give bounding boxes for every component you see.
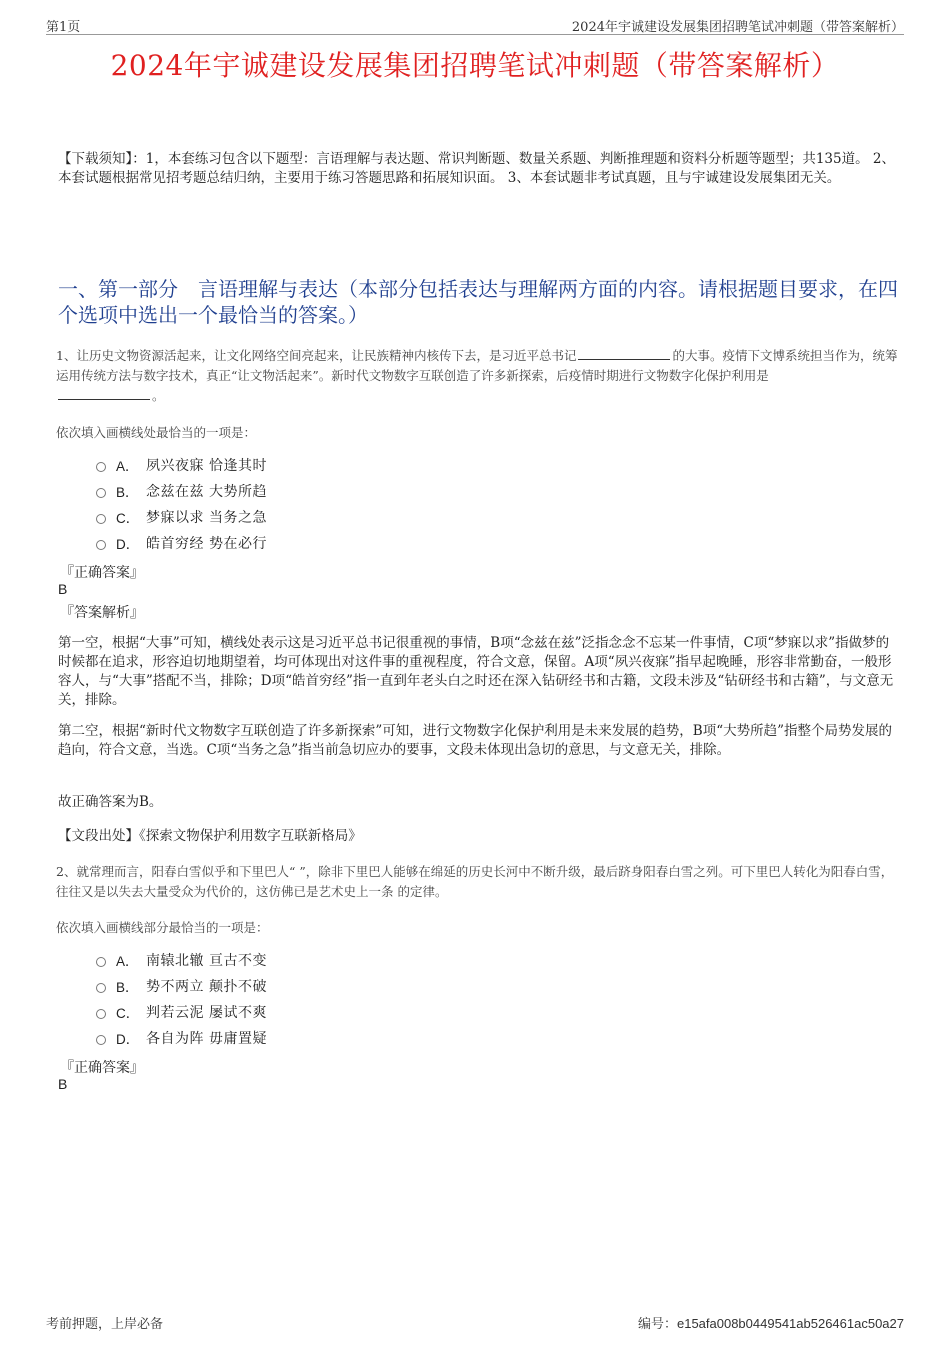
- option-letter: C．: [116, 511, 140, 526]
- question-2-stem: 2、就常理而言，阳春白雪似乎和下里巴人“ ”，除非下里巴人能够在绵延的历史长河中不断升级，最后跻身阳春白雪之列。可下里巴人转化为阳春白雪，往往又是以失去大量受众为代价的，这仿佛已是艺术史上一条 的定律。: [56, 864, 894, 899]
- stem-text: 的大事。疫情下文博系统担当作为，统筹运用传统方法与数字技术，真正“让文物活起来”。新时代文物数字互联创造了许多新探索，后疫情时期进行文物数字化保护利用是: [56, 348, 898, 383]
- radio-icon[interactable]: [96, 1035, 106, 1045]
- option-text: 各自为阵 毋庸置疑: [146, 1031, 267, 1047]
- stem-text: 。: [152, 388, 165, 403]
- question-1-prompt: 依次填入画横线处最恰当的一项是：: [56, 425, 257, 440]
- radio-icon[interactable]: [96, 514, 106, 524]
- option-text: 梦寐以求 当务之急: [146, 510, 267, 526]
- radio-icon[interactable]: [96, 957, 106, 967]
- page-number: 第1页: [46, 20, 81, 35]
- radio-icon[interactable]: [96, 462, 106, 472]
- option-text: 念兹在兹 大势所趋: [146, 484, 267, 500]
- option-text: 南辕北辙 亘古不变: [146, 953, 267, 969]
- question-1-options: [96, 452, 267, 556]
- option-text: 夙兴夜寐 恰逢其时: [146, 458, 267, 474]
- radio-icon[interactable]: [96, 983, 106, 993]
- question-2-prompt: 依次填入画横线部分最恰当的一项是：: [56, 920, 269, 935]
- question-2-options: [96, 947, 267, 1051]
- footer-code: [638, 1313, 904, 1332]
- stem-text: 1、让历史文物资源活起来，让文化网络空间亮起来，让民族精神内核传下去，是习近平总书记: [56, 348, 577, 363]
- footer-slogan: 考前押题，上岸必备: [46, 1317, 164, 1332]
- option-letter: B．: [116, 980, 139, 995]
- option-a[interactable]: [96, 947, 267, 973]
- header-doc-title: 2024年宇诚建设发展集团招聘笔试冲刺题（带答案解析）: [571, 20, 904, 35]
- option-letter: C．: [116, 1006, 140, 1021]
- analysis-paragraph-2: 第二空，根据“新时代文物数字互联创造了许多新探索”可知，进行文物数字化保护利用是未来发展的趋势，B项“大势所趋”指整个局势发展的趋向，符合文意，当选。C项“当务之急”指当前急切应办的要事，文段未体现出急切的意思，与文意无关，排除。: [58, 723, 893, 758]
- answer-label: 『正确答案』: [60, 565, 144, 581]
- source-note: 【文段出处】《探索文物保护利用数字互联新格局》: [58, 828, 362, 844]
- fill-blank: [58, 387, 150, 400]
- answer-value: B: [58, 1076, 68, 1092]
- option-letter: A．: [116, 459, 139, 474]
- option-c[interactable]: [96, 999, 267, 1025]
- option-letter: D．: [116, 1032, 140, 1047]
- radio-icon[interactable]: [96, 540, 106, 550]
- option-letter: D．: [116, 537, 140, 552]
- code-label: 编号：: [637, 1317, 677, 1332]
- analysis-paragraph-1: 第一空，根据“大事”可知，横线处表示这是习近平总书记很重视的事情，B项“念兹在兹”泛指念念不忘某一件事情，C项“梦寐以求”指做梦的时候都在追求，形容迫切地期望着，均可体现出对这件事的重视程度，符合文意，保留。A项“夙兴夜寐”指早起晚睡，形容非常勤奋，一般形容人，与“大事”搭配不当，排除；D项“皓首穷经”指一直到年老头白之时还在深入钻研经书和古籍，文段未涉及“钻研经书和古籍”，与文意无关，排除。: [58, 635, 894, 708]
- page-title: 2024年宇诚建设发展集团招聘笔试冲刺题（带答案解析）: [110, 49, 840, 82]
- fill-blank: [578, 347, 670, 360]
- answer-value: B: [58, 581, 68, 597]
- answer-label: 『正确答案』: [60, 1060, 144, 1076]
- option-text: 势不两立 颠扑不破: [146, 979, 267, 995]
- analysis-label: 『答案解析』: [60, 605, 144, 621]
- code-value: e15afa008b0449541ab526461ac50a27: [676, 1316, 904, 1331]
- option-text: 判若云泥 屡试不爽: [146, 1005, 267, 1021]
- option-b[interactable]: [96, 478, 267, 504]
- download-notice: 【下载须知】：1，本套练习包含以下题型：言语理解与表达题、常识判断题、数量关系题、判断推理题和资料分析题等题型；共135道。 2、本套试题根据常见招考题总结归纳，主要用于练习答题思路和拓展知识面。 3、本套试题非考试真题，且与宇诚建设发展集团无关。: [58, 151, 895, 186]
- analysis-conclusion: 故正确答案为B。: [58, 794, 163, 810]
- option-b[interactable]: [96, 973, 267, 999]
- question-1-stem: [56, 346, 898, 406]
- option-c[interactable]: [96, 504, 267, 530]
- page-header: [46, 14, 904, 35]
- option-text: 皓首穷经 势在必行: [146, 536, 267, 552]
- option-letter: A．: [116, 954, 139, 969]
- option-d[interactable]: [96, 530, 267, 556]
- radio-icon[interactable]: [96, 488, 106, 498]
- option-a[interactable]: [96, 452, 267, 478]
- option-letter: B．: [116, 485, 139, 500]
- section-heading: 一、第一部分 言语理解与表达（本部分包括表达与理解两方面的内容。请根据题目要求，在四个选项中选出一个最恰当的答案。）: [58, 277, 898, 327]
- option-d[interactable]: [96, 1025, 267, 1051]
- radio-icon[interactable]: [96, 1009, 106, 1019]
